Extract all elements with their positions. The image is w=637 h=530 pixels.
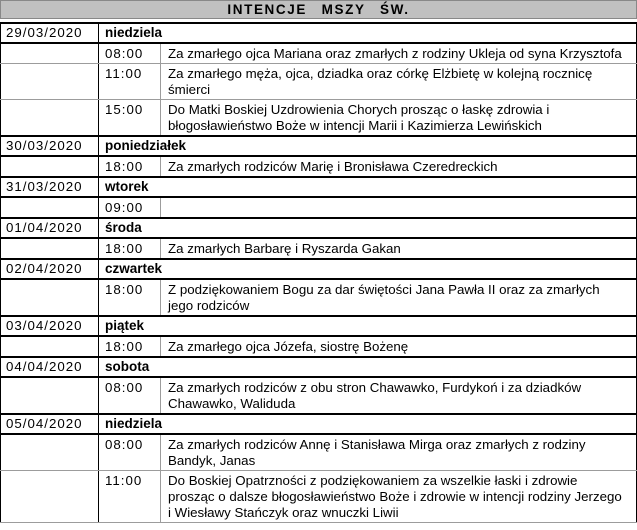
time-cell: 18:00 (99, 279, 161, 316)
date-cell-empty (1, 43, 99, 64)
date-cell: 02/04/2020 (1, 259, 99, 279)
day-row (1, 136, 637, 156)
mass-row (1, 377, 637, 414)
mass-row (1, 336, 637, 357)
mass-row (1, 279, 637, 316)
day-name-cell: piątek (99, 316, 637, 336)
date-cell: 29/03/2020 (1, 23, 99, 43)
intention-cell: Za zmarłych Barbarę i Ryszarda Gakan (161, 238, 637, 259)
intention-cell: Za zmarłych rodziców Marię i Bronisława Czeredreckich (161, 156, 637, 177)
day-row (1, 177, 637, 197)
day-name-cell: wtorek (99, 177, 637, 197)
intention-cell: Za zmarłego ojca Józefa, siostrę Bożenę (161, 336, 637, 357)
day-name-cell: czwartek (99, 259, 637, 279)
date-cell: 03/04/2020 (1, 316, 99, 336)
date-cell: 04/04/2020 (1, 357, 99, 377)
date-cell-empty (1, 156, 99, 177)
date-cell-empty (1, 197, 99, 218)
intention-cell: Za zmarłego męża, ojca, dziadka oraz córkę Elżbietę w kolejną rocznicę śmierci (161, 64, 637, 100)
intention-cell: Do Boskiej Opatrzności z podziękowaniem za wszelkie łaski i zdrowie prosząc o dalsze błogosławieństwo Boże i zdrowie w intencji rodziny Jerzego i Wiesławy Stańczyk oraz wnuczki Liwii (161, 471, 637, 523)
intention-cell: Za zmarłych rodziców z obu stron Chawawko, Furdykoń i za dziadków Chawawko, Waliduda (161, 377, 637, 414)
mass-row (1, 434, 637, 471)
day-row (1, 414, 637, 434)
mass-row (1, 43, 637, 64)
date-cell-empty (1, 238, 99, 259)
day-name-cell: niedziela (99, 23, 637, 43)
time-cell: 08:00 (99, 43, 161, 64)
intention-cell: Za zmarłych rodziców Annę i Stanisława Mirga oraz zmarłych z rodziny Bandyk, Janas (161, 434, 637, 471)
mass-schedule-body (1, 23, 637, 523)
page-title: INTENCJE MSZY ŚW. (227, 2, 410, 17)
date-cell-empty (1, 377, 99, 414)
date-cell-empty (1, 471, 99, 523)
mass-schedule-table (0, 22, 637, 523)
mass-row (1, 471, 637, 523)
date-cell-empty (1, 279, 99, 316)
mass-row (1, 64, 637, 100)
day-row (1, 23, 637, 43)
intention-cell (161, 197, 637, 218)
date-cell-empty (1, 434, 99, 471)
time-cell: 18:00 (99, 156, 161, 177)
intention-cell: Do Matki Boskiej Uzdrowienia Chorych prosząc o łaskę zdrowia i błogosławieństwo Boże w intencji Marii i Kazimierza Lewińskich (161, 100, 637, 137)
intention-cell: Z podziękowaniem Bogu za dar świętości Jana Pawła II oraz za zmarłych jego rodziców (161, 279, 637, 316)
time-cell: 18:00 (99, 238, 161, 259)
day-row (1, 316, 637, 336)
intention-cell: Za zmarłego ojca Mariana oraz zmarłych z rodziny Ukleja od syna Krzysztofa (161, 43, 637, 64)
mass-row (1, 238, 637, 259)
day-row (1, 218, 637, 238)
time-cell: 11:00 (99, 64, 161, 100)
day-row (1, 259, 637, 279)
day-row (1, 357, 637, 377)
date-cell: 30/03/2020 (1, 136, 99, 156)
day-name-cell: niedziela (99, 414, 637, 434)
time-cell: 11:00 (99, 471, 161, 523)
mass-row (1, 100, 637, 137)
date-cell-empty (1, 336, 99, 357)
date-cell-empty (1, 64, 99, 100)
mass-row (1, 197, 637, 218)
time-cell: 08:00 (99, 377, 161, 414)
day-name-cell: poniedziałek (99, 136, 637, 156)
time-cell: 09:00 (99, 197, 161, 218)
day-name-cell: środa (99, 218, 637, 238)
title-bar (0, 0, 637, 19)
date-cell: 01/04/2020 (1, 218, 99, 238)
time-cell: 18:00 (99, 336, 161, 357)
date-cell-empty (1, 100, 99, 137)
date-cell: 31/03/2020 (1, 177, 99, 197)
day-name-cell: sobota (99, 357, 637, 377)
mass-row (1, 156, 637, 177)
date-cell: 05/04/2020 (1, 414, 99, 434)
time-cell: 15:00 (99, 100, 161, 137)
time-cell: 08:00 (99, 434, 161, 471)
